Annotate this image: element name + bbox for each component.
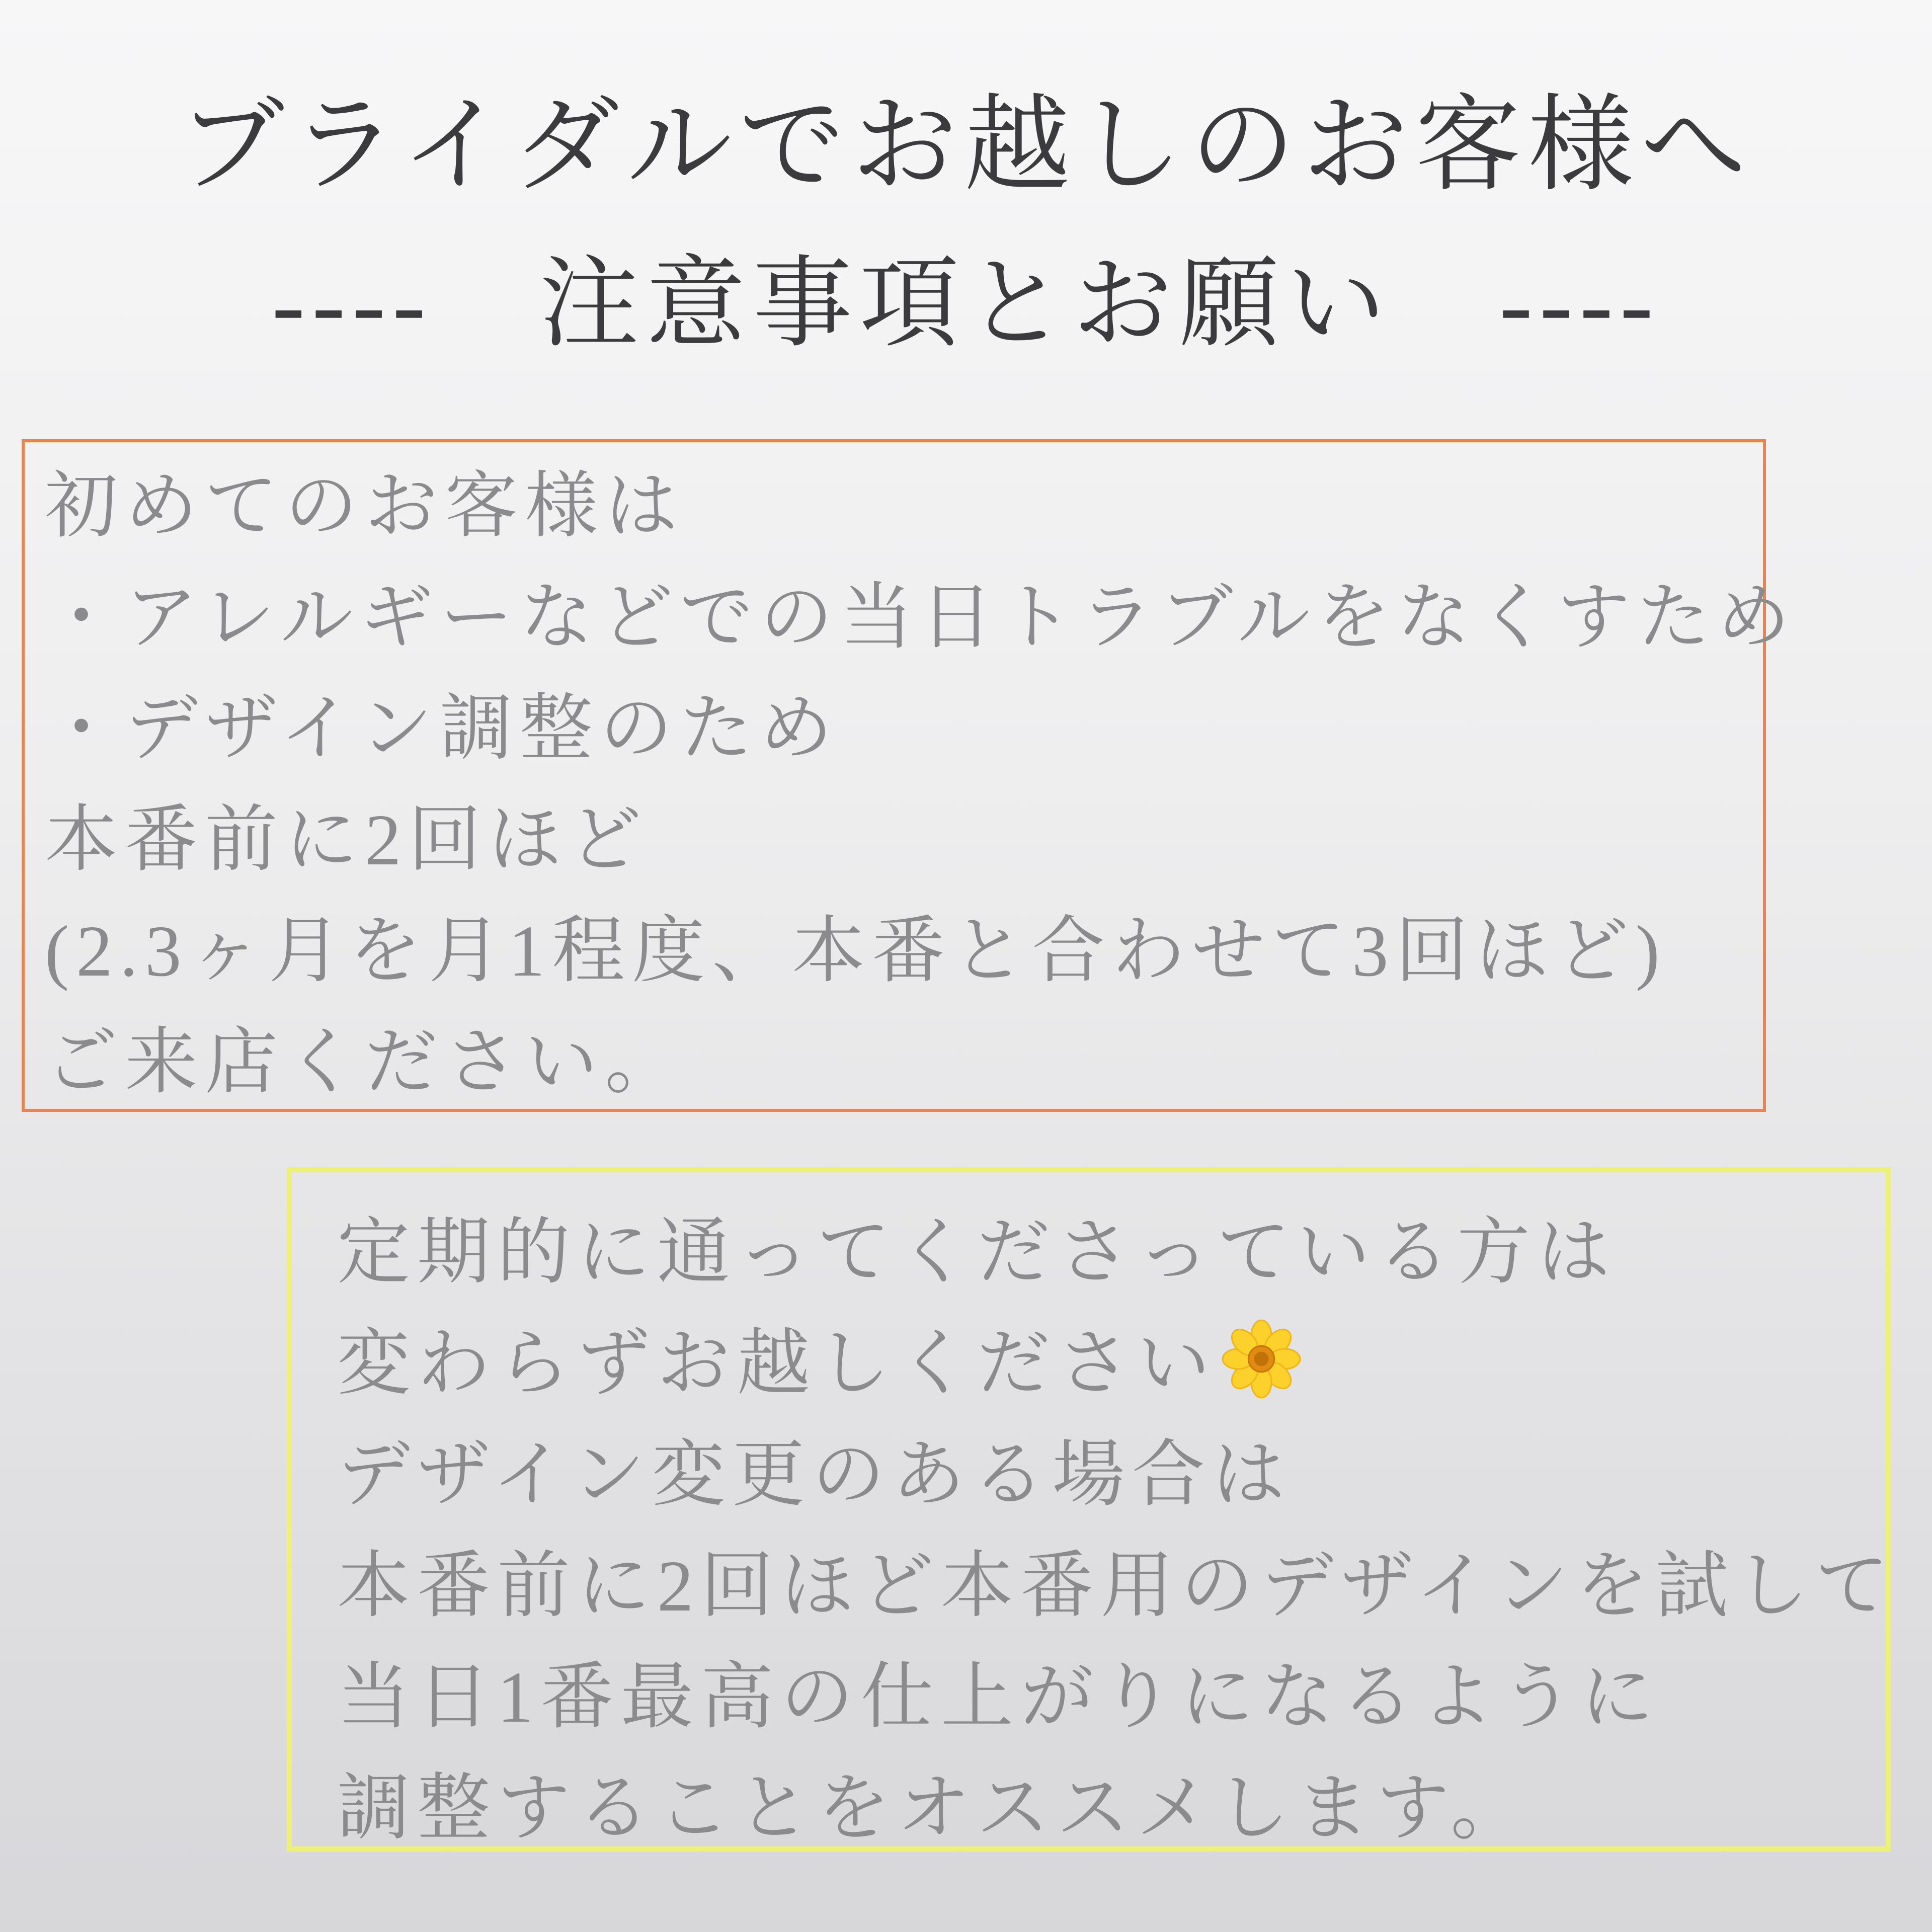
first-visit-notice-box	[22, 439, 1797, 1112]
notice-line-with-emoji	[337, 1309, 1876, 1420]
notice-line: デザイン変更のある場合は	[337, 1435, 1292, 1515]
notice-line-text: 変わらずお越しください	[337, 1324, 1217, 1404]
notice-line: 初めてのお客様は	[45, 466, 685, 547]
notice-line: 調整することをオススメします。	[337, 1768, 1531, 1849]
notice-line: 当日1番最高の仕上がりになるように	[337, 1657, 1661, 1738]
notice-line: ・デザイン調整のため	[45, 689, 840, 769]
notice-line: 定期的に通ってくださっている方は	[337, 1213, 1617, 1293]
poster-title: ブライダルでお越しのお客様へ	[179, 88, 1753, 204]
notice-line: (2.3ヶ月を月1程度、本番と合わせて3回ほど)	[45, 911, 1667, 992]
poster-subtitle: ---- 注意事項とお願い ----	[272, 249, 1660, 359]
notice-line: 本番前に2回ほど本番用のデザインを試して	[337, 1546, 1896, 1627]
notice-line: ご来店ください。	[45, 1022, 685, 1103]
regular-customer-notice-box	[287, 1167, 1896, 1852]
notice-line: 本番前に2回ほど	[45, 800, 649, 880]
blossom-icon	[1221, 1319, 1302, 1399]
notice-line: ・アレルギーなどでの当日トラブルをなくすため	[45, 578, 1797, 658]
